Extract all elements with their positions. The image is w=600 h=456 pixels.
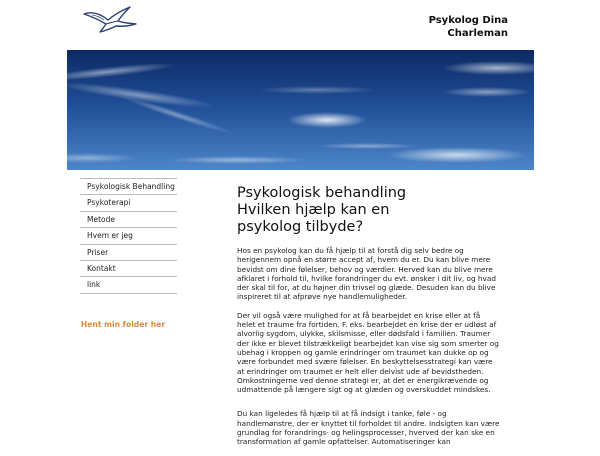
site-name-line1: Psykolog Dina bbox=[428, 15, 508, 26]
page-title bbox=[237, 185, 500, 236]
download-folder-link[interactable]: Hent min folder her bbox=[80, 320, 166, 329]
site-name-line2: Charleman bbox=[447, 28, 508, 39]
body-paragraph: Der vil også være mulighed for at få bearbejdet en krise eller at få helet et traume fra fortiden. F. eks. bearbejdet en krise der er udløst af alvorlig sygdom, ulykke, skilsmisse, eller dødsfald i familien. Traumer der ikke er blevet tilstrækkeligt bearbejdet kan vise sig som smerter og ubehag i kroppen og gamle erindringer om traumet kan dukke op og være forbundet med svære følelser. En beskyttelsesstrategi kan være at erindringer om traumet er helt eller delvist ude af bevidstheden. Omkostningerne ved denne strategi er, at det er energikrævende og udmattende på længere sigt og at glæden og overskuddet mindskes. bbox=[237, 310, 499, 395]
nav-item-psykologisk-behandling[interactable]: Psykologisk Behandling bbox=[80, 179, 177, 195]
body-paragraph: Du kan ligeledes få hjælp til at få indsigt i tanke, føle - og handlemønstre, der er knyttet til forholdet til andre. Indsigten kan være grundlag for forandrings- og helingsprocesser, hverved der kan ske en transformation af gamle opfattelser. Automatiseringer kan bbox=[237, 409, 500, 447]
bird-logo-icon[interactable] bbox=[82, 5, 138, 35]
nav-item-metode[interactable]: Metode bbox=[80, 212, 177, 228]
nav-item-priser[interactable]: Priser bbox=[80, 245, 177, 261]
page-title-line1: Psykologisk behandling bbox=[237, 185, 407, 201]
sidebar-nav bbox=[80, 178, 177, 294]
page-title-line3: psykolog tilbyde? bbox=[237, 219, 364, 235]
nav-item-hvem-er-jeg[interactable]: Hvem er jeg bbox=[80, 228, 177, 244]
body-paragraph: Hos en psykolog kan du få hjælp til at forstå dig selv bedre og herigennem opnå en større accept af, hvem du er. Du kan blive mere bevidst om dine følelser, behov og værdier. Herved kan du blive mere afklaret i forhold til, hvilke forandringer du evt. ønsker i dit liv, og hvad der skal til for, at du højner din trivsel og glæde. Desuden kan du blive inspireret til at afprøve nye handlemuligheder. bbox=[237, 246, 496, 302]
nav-item-psykoterapi[interactable]: Psykoterapi bbox=[80, 195, 177, 211]
site-name bbox=[378, 14, 508, 40]
nav-item-kontakt[interactable]: Kontakt bbox=[80, 261, 177, 277]
main-content bbox=[237, 185, 500, 456]
nav-item-link[interactable]: link bbox=[80, 277, 177, 293]
sky-banner-image bbox=[67, 50, 534, 170]
page-title-line2: Hvilken hjælp kan en bbox=[237, 202, 390, 218]
